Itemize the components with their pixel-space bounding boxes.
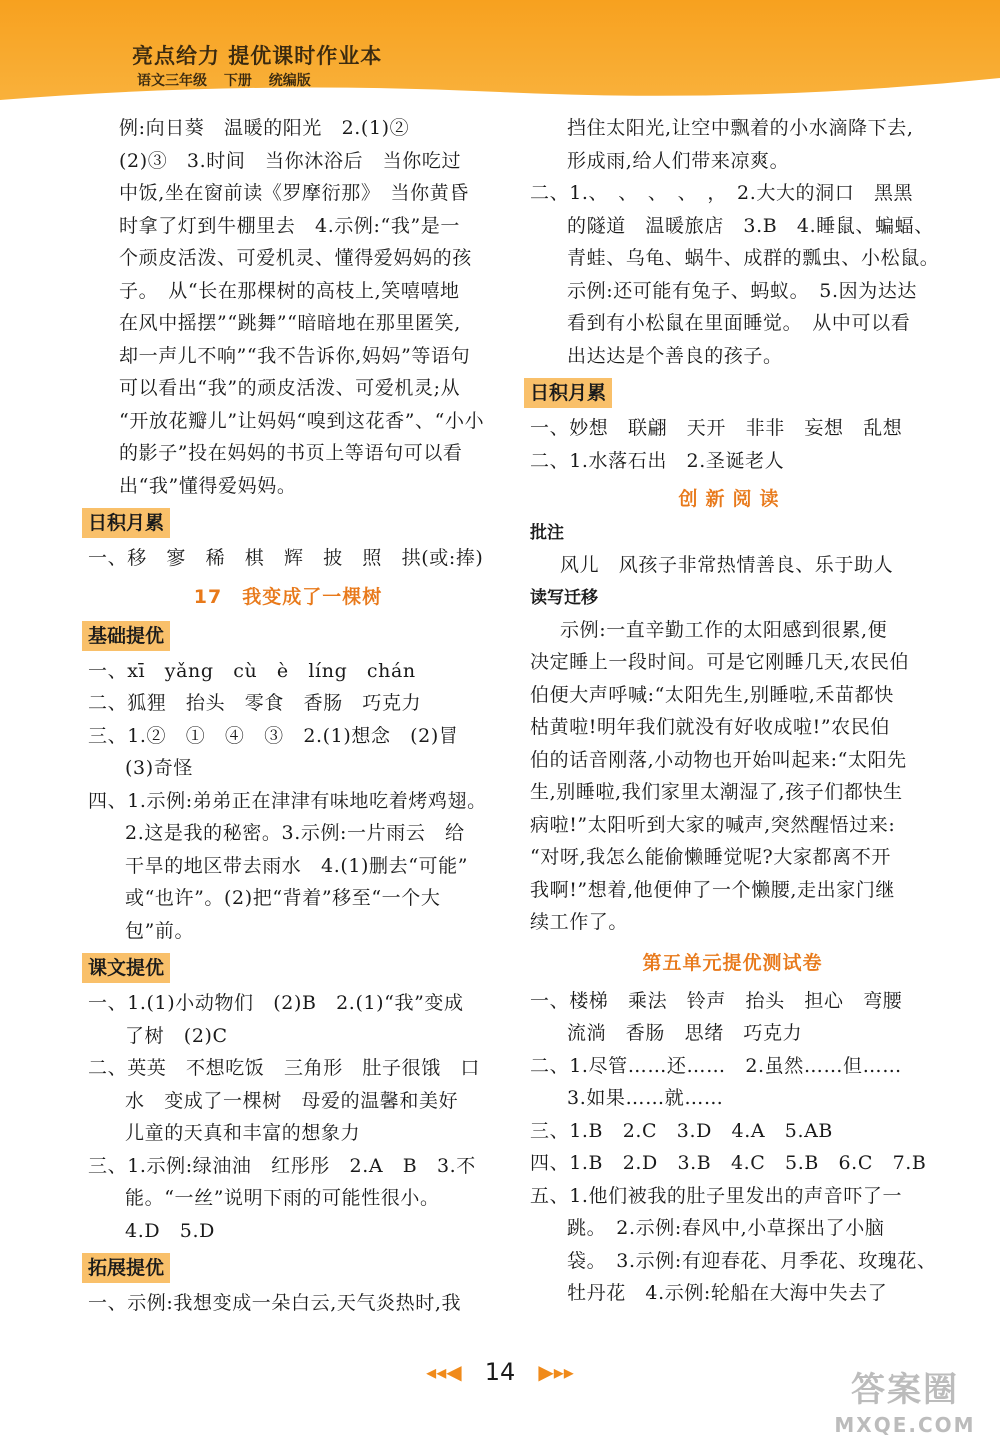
answer-line: 伯便大声呼喊:“太阳先生,别睡啦,禾苗都快 (530, 683, 894, 706)
answer-line: 一、示例:我想变成一朵白云,天气炎热时,我 (88, 1292, 462, 1314)
answer-line: 看到有小松鼠在里面睡觉。 从中可以看 (567, 312, 911, 334)
answer-line: “对呀,我怎么能偷懒睡觉呢?大家都离不开 (530, 846, 891, 868)
answer-line: 干旱的地区带去雨水 4.(1)删去“可能” (125, 854, 469, 877)
answer-line: 三、1.示例:绿油油 红彤彤 2.A B 3.不 (88, 1154, 476, 1177)
pizhu-answer: 风儿 风孩子非常热情善良、乐于助人 (560, 554, 894, 576)
section-tag-daily-accumulation: 日积月累 (82, 508, 170, 538)
pizhu-label: 批注 (530, 523, 564, 543)
answer-line: 的影子”投在妈妈的书页上等语句可以看 (119, 442, 463, 464)
answer-line: 示例:一直辛勤工作的太阳感到很累,便 (560, 618, 888, 641)
answer-line: 生,别睡啦,我们家里太潮湿了,孩子们都快生 (530, 781, 903, 803)
page-header (0, 0, 1000, 100)
answer-line: 包”前。 (125, 919, 195, 942)
answer-line: 牡丹花 4.示例:轮船在大海中失去了 (567, 1282, 888, 1304)
answer-line: 形成雨,给人们带来凉爽。 (567, 149, 790, 172)
answer-line: 3.如果……就…… (567, 1087, 724, 1109)
answer-line: 的隧道 温暖旅店 3.B 4.睡鼠、蝙蝠、 (567, 214, 934, 237)
answer-line: 一、1.(1)小动物们 (2)B 2.(1)“我”变成 (88, 992, 464, 1014)
answer-block-continued (88, 112, 488, 502)
answer-line: 枯黄啦!明年我们就没有好收成啦!”农民伯 (530, 716, 890, 738)
answer-line: 例:向日葵 温暖的阳光 2.(1)② (119, 117, 410, 139)
answer-line: 示例:还可能有兔子、蚂蚁。 5.因为达达 (567, 279, 918, 302)
answer-line: 青蛙、乌龟、蜗牛、成群的瓢虫、小松鼠。 (567, 247, 940, 269)
prev-arrows-icon: ◂◂◀ (426, 1360, 462, 1384)
answer-line: 三、1.B 2.C 3.D 4.A 5.AB (530, 1119, 833, 1142)
watermark-domain: MXQE.COM (834, 1413, 976, 1437)
answer-line: 二、英英 不想吃饭 三角形 肚子很饿 口 (88, 1057, 481, 1079)
answer-line: 可以看出“我”的顽皮活泼、可爱机灵;从 (119, 377, 461, 399)
answer-line: 能。“一丝”说明下雨的可能性很小。 (125, 1187, 440, 1209)
answer-line: 一、楼梯 乘法 铃声 抬头 担心 弯腰 (530, 989, 903, 1012)
right-column (530, 112, 940, 1310)
answer-block-basic (88, 655, 488, 948)
answer-block-unit-test (530, 985, 935, 1310)
answer-line: 病啦!”太阳听到大家的喊声,突然醒悟过来: (530, 813, 896, 836)
answer-line: 伯的话音刚落,小动物也开始叫起来:“太阳先 (530, 748, 907, 771)
answer-line: 四、1.B 2.D 3.B 4.C 5.B 6.C 7.B (530, 1152, 927, 1174)
answer-line: 或“也许”。(2)把“背着”移至“一个大 (125, 887, 441, 909)
book-title: 亮点给力 提优课时作业本 (132, 44, 383, 68)
answer-line: 跳。 2.示例:春风中,小草探出了小脑 (567, 1217, 885, 1239)
answer-line: 挡住太阳光,让空中飘着的小水滴降下去, (567, 117, 914, 139)
answer-line: 一、妙想 联翩 天开 非非 妄想 乱想 (530, 417, 903, 439)
duxie-label: 读写迁移 (530, 587, 598, 608)
answer-line: 三、1.② ① ④ ③ 2.(1)想念 (2)冒 (88, 724, 459, 747)
answer-line: 了树 (2)C (125, 1024, 228, 1047)
answer-line: 二、1.、 、 、 、 ， 2.大大的洞口 黑黑 (530, 182, 914, 204)
unit-test-title: 第五单元提优测试卷 (642, 951, 823, 974)
answer-line: 子。 从“长在那棵树的高枝上,笑嘻嘻地 (119, 279, 460, 302)
next-arrows-icon: ▶▸▸ (538, 1360, 574, 1384)
answer-line: 五、1.他们被我的肚子里发出的声音吓了一 (530, 1184, 903, 1207)
answer-line: 在风中摇摆”“跳舞”“暗暗地在那里匿笑, (119, 312, 461, 334)
answer-line: “开放花瓣儿”让妈妈“嗅到这花香”、“小小 (119, 409, 485, 432)
answer-line: 一、xī yǎng cù è líng chán (88, 659, 416, 682)
section-tag-text: 课文提优 (82, 953, 170, 983)
answer-line: 4.D 5.D (125, 1219, 215, 1242)
answer-line: 一、移 寥 稀 棋 辉 披 照 拱(或:捧) (88, 547, 484, 569)
answer-block-continued-right (530, 112, 940, 372)
answer-line: 四、1.示例:弟弟正在津津有味地吃着烤鸡翅。 (88, 789, 487, 812)
section-tag-extension: 拓展提优 (82, 1253, 170, 1283)
answer-line: 二、1.尽管……还…… 2.虽然……但…… (530, 1054, 902, 1077)
watermark-logo (820, 1368, 990, 1448)
answer-line: 流淌 香肠 思绪 巧克力 (567, 1022, 803, 1044)
answer-line: 袋。 3.示例:有迎春花、月季花、玫瑰花、 (567, 1249, 937, 1272)
innovation-reading-title: 创新阅读 (678, 488, 787, 510)
answer-block-daily (530, 412, 935, 477)
lesson-title: 17 我变成了一棵树 (193, 585, 383, 608)
watermark-text: 答案圈 (851, 1370, 959, 1410)
answer-line: 2.这是我的秘密。3.示例:一片雨云 给 (125, 822, 465, 844)
answer-line: 中饭,坐在窗前读《罗摩衍那》 当你黄昏 (119, 182, 469, 204)
answer-line: 水 变成了一棵树 母爱的温馨和美好 (125, 1089, 459, 1112)
answer-line: (2)③ 3.时间 当你沐浴后 当你吃过 (119, 149, 462, 172)
page-number: 14 (484, 1358, 516, 1386)
book-subtitle: 语文三年级 下册 统编版 (137, 73, 311, 89)
answer-line: 却一声儿不响”“我不告诉你,妈妈”等语句 (119, 344, 471, 367)
answer-line: 我啊!”想着,他便伸了一个懒腰,走出家门继 (530, 878, 896, 901)
answer-block-text (88, 987, 488, 1247)
left-column (88, 112, 488, 1320)
duxie-answer (530, 614, 935, 939)
answer-line: 出“我”懂得爱妈妈。 (119, 474, 297, 497)
section-tag-basic: 基础提优 (82, 621, 170, 651)
answer-line: 个顽皮活泼、可爱机灵、懂得爱妈妈的孩 (119, 247, 472, 269)
answer-line: 续工作了。 (530, 911, 629, 933)
answer-line: (3)奇怪 (125, 757, 193, 779)
section-tag-daily-accumulation-right: 日积月累 (524, 378, 612, 408)
answer-line: 儿童的天真和丰富的想象力 (125, 1122, 361, 1144)
answer-line: 二、狐狸 抬头 零食 香肠 巧克力 (88, 692, 422, 714)
answer-line: 时拿了灯到牛棚里去 4.示例:“我”是一 (119, 214, 460, 237)
answer-line: 决定睡上一段时间。可是它刚睡几天,农民伯 (530, 651, 910, 673)
answer-line: 二、1.水落石出 2.圣诞老人 (530, 449, 785, 472)
answer-line: 出达达是个善良的孩子。 (567, 344, 783, 367)
